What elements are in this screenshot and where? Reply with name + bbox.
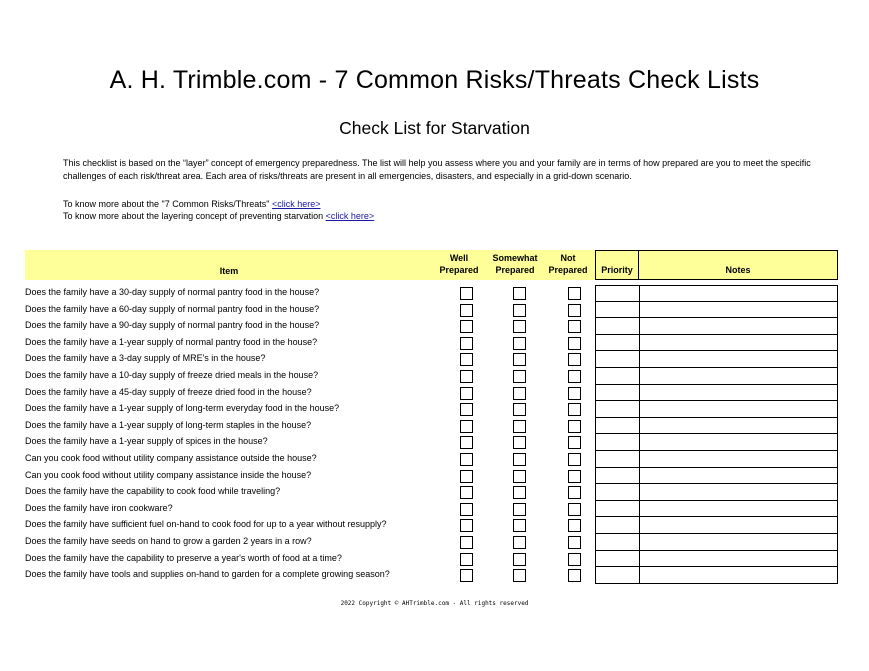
notes-cell[interactable] — [639, 517, 838, 534]
notes-cell[interactable] — [639, 351, 838, 368]
header-item-label: Item — [219, 266, 239, 276]
not-prepared-checkbox[interactable] — [568, 337, 581, 350]
header-somewhat-line1: Somewhat — [492, 253, 538, 263]
question-text: Can you cook food without utility company assistance outside the house? — [25, 452, 317, 463]
well-prepared-checkbox[interactable] — [460, 536, 473, 549]
well-prepared-checkbox[interactable] — [460, 420, 473, 433]
priority-cell[interactable] — [595, 302, 639, 319]
not-prepared-checkbox[interactable] — [568, 436, 581, 449]
priority-cell[interactable] — [595, 434, 639, 451]
header-not-line1: Not — [560, 253, 576, 263]
question-text: Does the family have a 1-year supply of spices in the house? — [25, 436, 268, 447]
checklist-rows — [25, 285, 838, 584]
priority-cell[interactable] — [595, 451, 639, 468]
question-text: Does the family have a 1-year supply of long-term staples in the house? — [25, 419, 312, 430]
well-prepared-checkbox[interactable] — [460, 453, 473, 466]
somewhat-prepared-checkbox[interactable] — [513, 353, 526, 366]
header-not-line2: Prepared — [548, 265, 588, 275]
not-prepared-checkbox[interactable] — [568, 536, 581, 549]
risks-link-text: To know more about the "7 Common Risks/Threats" — [63, 199, 272, 209]
page-subtitle: Check List for Starvation — [339, 118, 530, 138]
question-text: Does the family have sufficient fuel on-hand to cook food for up to a year without resupply? — [25, 519, 387, 530]
priority-cell[interactable] — [595, 501, 639, 518]
well-prepared-checkbox[interactable] — [460, 470, 473, 483]
somewhat-prepared-checkbox[interactable] — [513, 486, 526, 499]
not-prepared-checkbox[interactable] — [568, 486, 581, 499]
somewhat-prepared-checkbox[interactable] — [513, 436, 526, 449]
header-notes — [639, 250, 838, 280]
priority-cell[interactable] — [595, 318, 639, 335]
priority-cell[interactable] — [595, 567, 639, 584]
not-prepared-checkbox[interactable] — [568, 320, 581, 333]
notes-cell[interactable] — [639, 468, 838, 485]
well-prepared-checkbox[interactable] — [460, 569, 473, 582]
question-text: Does the family have a 60-day supply of normal pantry food in the house? — [25, 303, 320, 314]
table-row — [25, 434, 838, 451]
layering-click-here-link[interactable]: <click here> — [325, 211, 375, 221]
priority-cell[interactable] — [595, 351, 639, 368]
well-prepared-checkbox[interactable] — [460, 370, 473, 383]
priority-cell[interactable] — [595, 368, 639, 385]
question-text: Does the family have a 3-day supply of MRE's in the house? — [25, 353, 266, 364]
header-somewhat-prepared — [487, 250, 543, 280]
layering-link-text: To know more about the layering concept of preventing starvation — [63, 211, 326, 221]
somewhat-prepared-checkbox[interactable] — [513, 370, 526, 383]
notes-cell[interactable] — [639, 302, 838, 319]
question-text: Does the family have iron cookware? — [25, 502, 173, 513]
well-prepared-checkbox[interactable] — [460, 553, 473, 566]
notes-cell[interactable] — [639, 567, 838, 584]
table-row — [25, 484, 838, 501]
somewhat-prepared-checkbox[interactable] — [513, 320, 526, 333]
not-prepared-checkbox[interactable] — [568, 287, 581, 300]
not-prepared-checkbox[interactable] — [568, 569, 581, 582]
well-prepared-checkbox[interactable] — [460, 436, 473, 449]
priority-cell[interactable] — [595, 517, 639, 534]
notes-cell[interactable] — [639, 484, 838, 501]
table-row — [25, 368, 838, 385]
notes-cell[interactable] — [639, 401, 838, 418]
table-row — [25, 451, 838, 468]
question-text: Does the family have tools and supplies on-hand to garden for a complete growing season? — [25, 569, 390, 580]
well-prepared-checkbox[interactable] — [460, 519, 473, 532]
somewhat-prepared-checkbox[interactable] — [513, 287, 526, 300]
header-item — [25, 250, 433, 280]
notes-cell[interactable] — [639, 385, 838, 402]
table-row — [25, 468, 838, 485]
table-row — [25, 335, 838, 352]
notes-cell[interactable] — [639, 534, 838, 551]
question-text: Does the family have a 90-day supply of normal pantry food in the house? — [25, 320, 320, 331]
header-somewhat-line2: Prepared — [495, 265, 535, 275]
not-prepared-checkbox[interactable] — [568, 453, 581, 466]
not-prepared-checkbox[interactable] — [568, 304, 581, 317]
not-prepared-checkbox[interactable] — [568, 353, 581, 366]
somewhat-prepared-checkbox[interactable] — [513, 304, 526, 317]
well-prepared-checkbox[interactable] — [460, 403, 473, 416]
table-row — [25, 567, 838, 584]
layering-link-line — [63, 210, 374, 222]
question-text: Does the family have a 10-day supply of freeze dried meals in the house? — [25, 369, 319, 380]
well-prepared-checkbox[interactable] — [460, 304, 473, 317]
table-row — [25, 401, 838, 418]
priority-cell[interactable] — [595, 401, 639, 418]
question-text: Does the family have the capability to preserve a year's worth of food at a time? — [25, 552, 342, 563]
somewhat-prepared-checkbox[interactable] — [513, 503, 526, 516]
question-text: Does the family have the capability to cook food while traveling? — [25, 486, 281, 497]
table-row — [25, 351, 838, 368]
somewhat-prepared-checkbox[interactable] — [513, 519, 526, 532]
page-title: A. H. Trimble.com - 7 Common Risks/Threats Check Lists — [109, 66, 760, 94]
not-prepared-checkbox[interactable] — [568, 519, 581, 532]
header-not-prepared — [545, 250, 591, 280]
notes-cell[interactable] — [639, 418, 838, 435]
notes-cell[interactable] — [639, 451, 838, 468]
well-prepared-checkbox[interactable] — [460, 287, 473, 300]
somewhat-prepared-checkbox[interactable] — [513, 403, 526, 416]
notes-cell[interactable] — [639, 434, 838, 451]
table-row — [25, 385, 838, 402]
table-row — [25, 501, 838, 518]
notes-cell[interactable] — [639, 318, 838, 335]
priority-cell[interactable] — [595, 418, 639, 435]
priority-cell[interactable] — [595, 484, 639, 501]
well-prepared-checkbox[interactable] — [460, 486, 473, 499]
not-prepared-checkbox[interactable] — [568, 403, 581, 416]
header-notes-label: Notes — [725, 265, 751, 275]
table-row — [25, 551, 838, 568]
header-well-line1: Well — [449, 253, 469, 263]
not-prepared-checkbox[interactable] — [568, 420, 581, 433]
question-text: Does the family have seeds on hand to grow a garden 2 years in a row? — [25, 535, 312, 546]
table-row — [25, 285, 838, 302]
somewhat-prepared-checkbox[interactable] — [513, 569, 526, 582]
priority-cell[interactable] — [595, 285, 639, 302]
somewhat-prepared-checkbox[interactable] — [513, 470, 526, 483]
well-prepared-checkbox[interactable] — [460, 387, 473, 400]
copyright-footer: 2022 Copyright © AHTrimble.com - All rights reserved — [340, 600, 529, 607]
well-prepared-checkbox[interactable] — [460, 320, 473, 333]
risks-link-line — [63, 198, 321, 210]
risks-click-here-link[interactable]: <click here> — [271, 199, 321, 209]
somewhat-prepared-checkbox[interactable] — [513, 553, 526, 566]
well-prepared-checkbox[interactable] — [460, 337, 473, 350]
somewhat-prepared-checkbox[interactable] — [513, 387, 526, 400]
well-prepared-checkbox[interactable] — [460, 503, 473, 516]
header-well-line2: Prepared — [439, 265, 479, 275]
table-row — [25, 534, 838, 551]
question-text: Does the family have a 1-year supply of normal pantry food in the house? — [25, 336, 318, 347]
well-prepared-checkbox[interactable] — [460, 353, 473, 366]
not-prepared-checkbox[interactable] — [568, 387, 581, 400]
table-row — [25, 517, 838, 534]
priority-cell[interactable] — [595, 385, 639, 402]
question-text: Can you cook food without utility company assistance inside the house? — [25, 469, 312, 480]
intro-paragraph: This checklist is based on the “layer” concept of emergency preparedness. The list will help you assess where you and your family are in terms of how prepared are you to meet the specific challenges of each risk/threat area. Each area of risks/threats are present in all emergencies, disasters, and especially in a grid-down scenario. — [63, 158, 811, 181]
table-row — [25, 418, 838, 435]
priority-cell[interactable] — [595, 468, 639, 485]
table-row — [25, 318, 838, 335]
header-priority — [595, 250, 639, 280]
priority-cell[interactable] — [595, 534, 639, 551]
question-text: Does the family have a 30-day supply of normal pantry food in the house? — [25, 287, 320, 297]
not-prepared-checkbox[interactable] — [568, 553, 581, 566]
notes-cell[interactable] — [639, 335, 838, 352]
priority-cell[interactable] — [595, 335, 639, 352]
somewhat-prepared-checkbox[interactable] — [513, 453, 526, 466]
not-prepared-checkbox[interactable] — [568, 503, 581, 516]
notes-cell[interactable] — [639, 551, 838, 568]
priority-cell[interactable] — [595, 551, 639, 568]
not-prepared-checkbox[interactable] — [568, 370, 581, 383]
header-priority-label: Priority — [601, 265, 633, 275]
table-row — [25, 302, 838, 319]
not-prepared-checkbox[interactable] — [568, 470, 581, 483]
notes-cell[interactable] — [639, 368, 838, 385]
somewhat-prepared-checkbox[interactable] — [513, 420, 526, 433]
notes-cell[interactable] — [639, 501, 838, 518]
notes-cell[interactable] — [639, 285, 838, 302]
somewhat-prepared-checkbox[interactable] — [513, 337, 526, 350]
header-well-prepared — [436, 250, 482, 280]
somewhat-prepared-checkbox[interactable] — [513, 536, 526, 549]
question-text: Does the family have a 45-day supply of freeze dried food in the house? — [25, 386, 312, 397]
question-text: Does the family have a 1-year supply of long-term everyday food in the house? — [25, 403, 340, 414]
